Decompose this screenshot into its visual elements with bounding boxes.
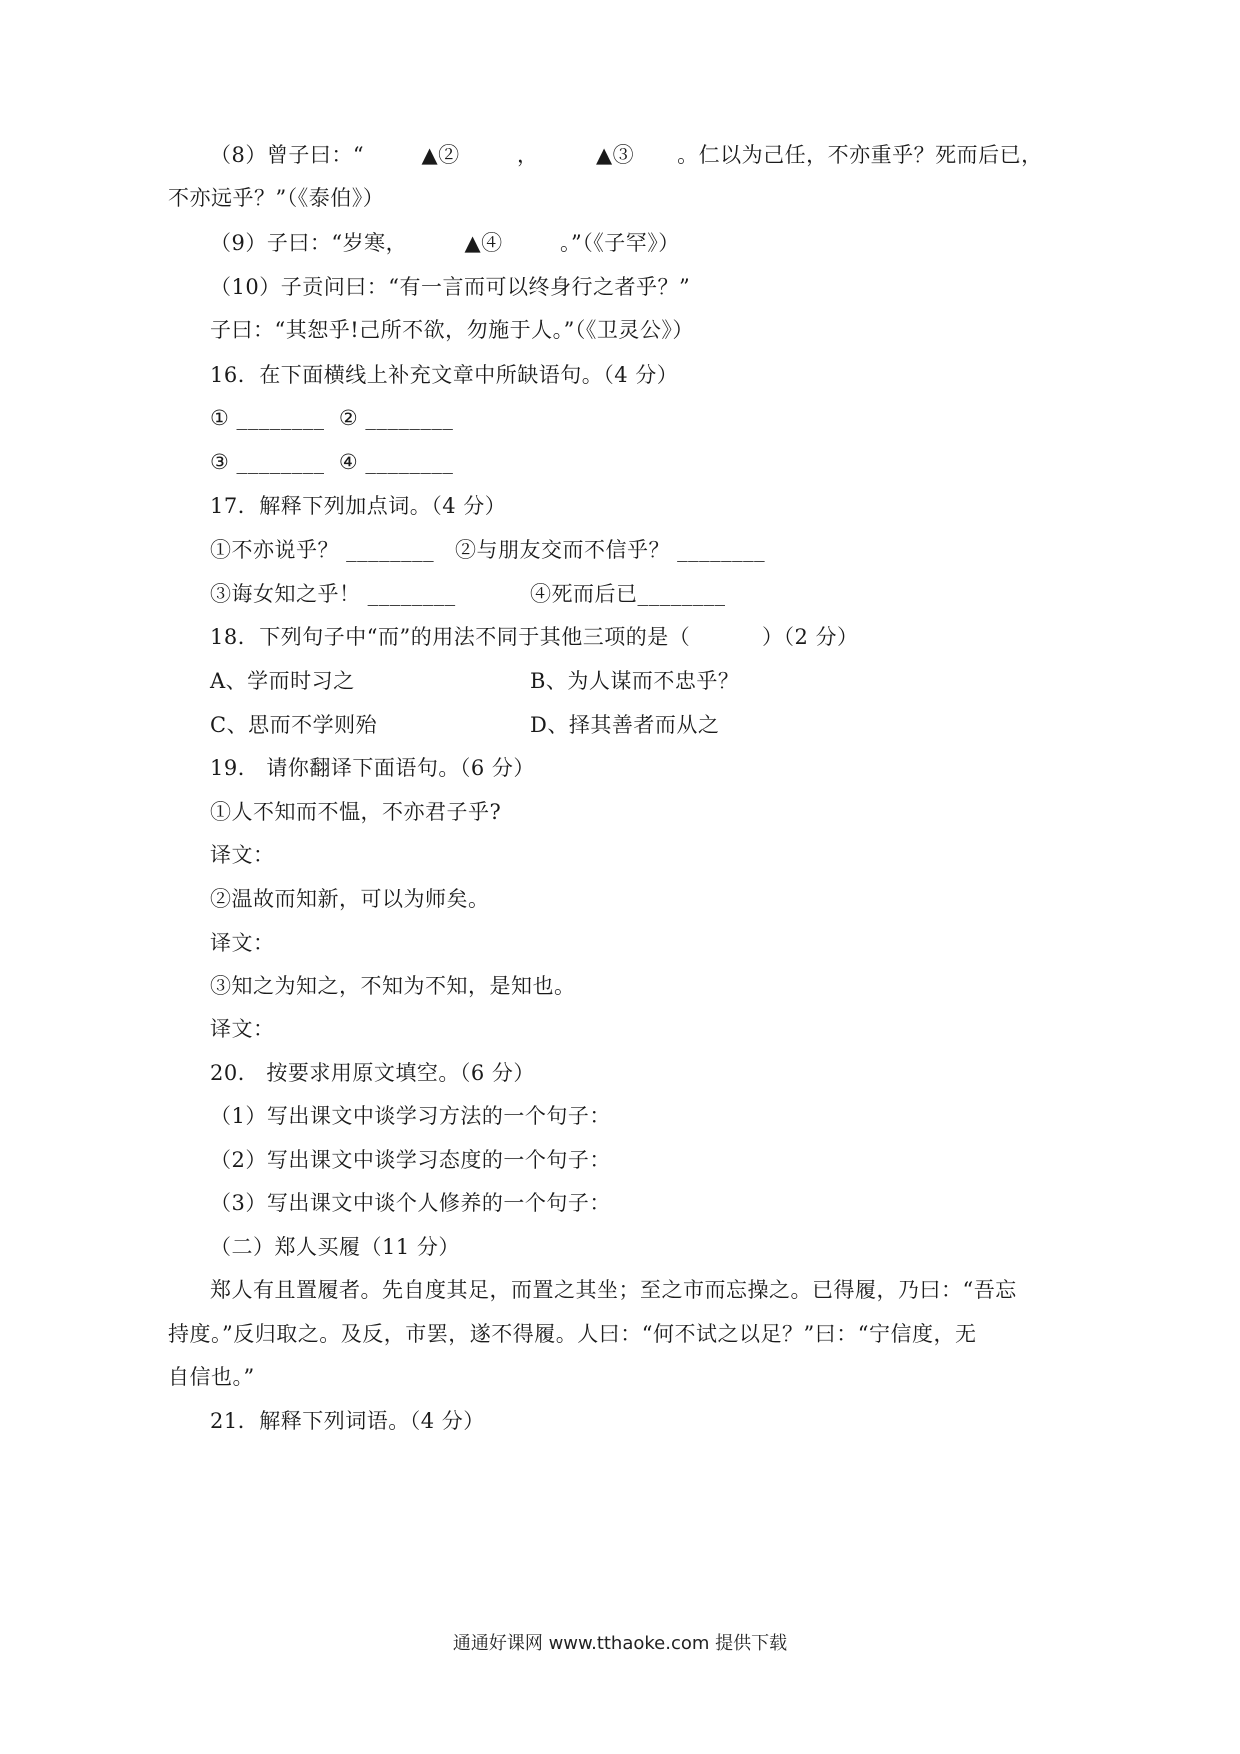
answer-blank-line: ①不亦说乎？ ________	[210, 538, 435, 562]
choice-option: B、为人谋而不忠乎？	[530, 669, 740, 693]
passage-line: 自信也。”	[168, 1365, 255, 1389]
translation-label: 译文：	[210, 1017, 275, 1041]
page-footer: 通通好课网 www.tthaoke.com 提供下载	[452, 1633, 788, 1654]
text-line: （1）写出课文中谈学习方法的一个句子：	[210, 1104, 611, 1128]
question-heading: 16．在下面横线上补充文章中所缺语句。（4 分）	[210, 363, 679, 387]
text-line: 不亦远乎？”（《泰伯》）	[168, 186, 385, 210]
text-line: ②温故而知新，可以为师矣。	[210, 887, 490, 911]
answer-blank-line: ②与朋友交而不信乎？ ________	[455, 538, 766, 562]
text-line: （10）子贡问曰：“有一言而可以终身行之者乎？”	[210, 275, 691, 299]
translation-label: 译文：	[210, 843, 275, 867]
choice-option: D、择其善者而从之	[530, 713, 720, 737]
text-line: ③知之为知之，不知为不知，是知也。	[210, 974, 576, 998]
question-heading: 17．解释下列加点词。（4 分）	[210, 494, 507, 518]
passage-line: 持度。”反归取之。及反，市罢，遂不得履。人曰：“何不试之以足？”曰：“宁信度，无	[168, 1322, 977, 1346]
text-line: （2）写出课文中谈学习态度的一个句子：	[210, 1148, 611, 1172]
text-line: （9）子曰：“岁寒， ▲④ 。”（《子罕》）	[210, 231, 680, 255]
answer-blank-line: ④死而后已________	[530, 582, 726, 606]
question-heading: 20． 按要求用原文填空。（6 分）	[210, 1061, 535, 1085]
answer-blank-line: ③诲女知之乎！ ________	[210, 582, 456, 606]
choice-option: C、思而不学则殆	[210, 713, 378, 737]
question-heading: 18．下列句子中“而”的用法不同于其他三项的是（ ）（2 分）	[210, 625, 859, 649]
answer-blank-line: ① ________ ② ________	[210, 406, 454, 430]
text-line: （8）曾子曰：“ ▲② ， ▲③ 。仁以为己任，不亦重乎？死而后已，	[210, 143, 1043, 167]
choice-option: A、学而时习之	[210, 669, 355, 693]
passage-line: 郑人有且置履者。先自度其足，而置之其坐；至之市而忘操之。已得履，乃曰：“吾忘	[210, 1278, 1017, 1302]
text-line: 子曰：“其恕乎!己所不欲，勿施于人。”（《卫灵公》）	[210, 318, 694, 342]
question-heading: 21．解释下列词语。（4 分）	[210, 1409, 485, 1433]
text-line: （3）写出课文中谈个人修养的一个句子：	[210, 1191, 611, 1215]
translation-label: 译文：	[210, 931, 275, 955]
section-heading: （二）郑人买履（11 分）	[210, 1235, 460, 1259]
text-line: ①人不知而不愠，不亦君子乎?	[210, 800, 502, 824]
question-heading: 19． 请你翻译下面语句。（6 分）	[210, 756, 535, 780]
answer-blank-line: ③ ________ ④ ________	[210, 450, 454, 474]
